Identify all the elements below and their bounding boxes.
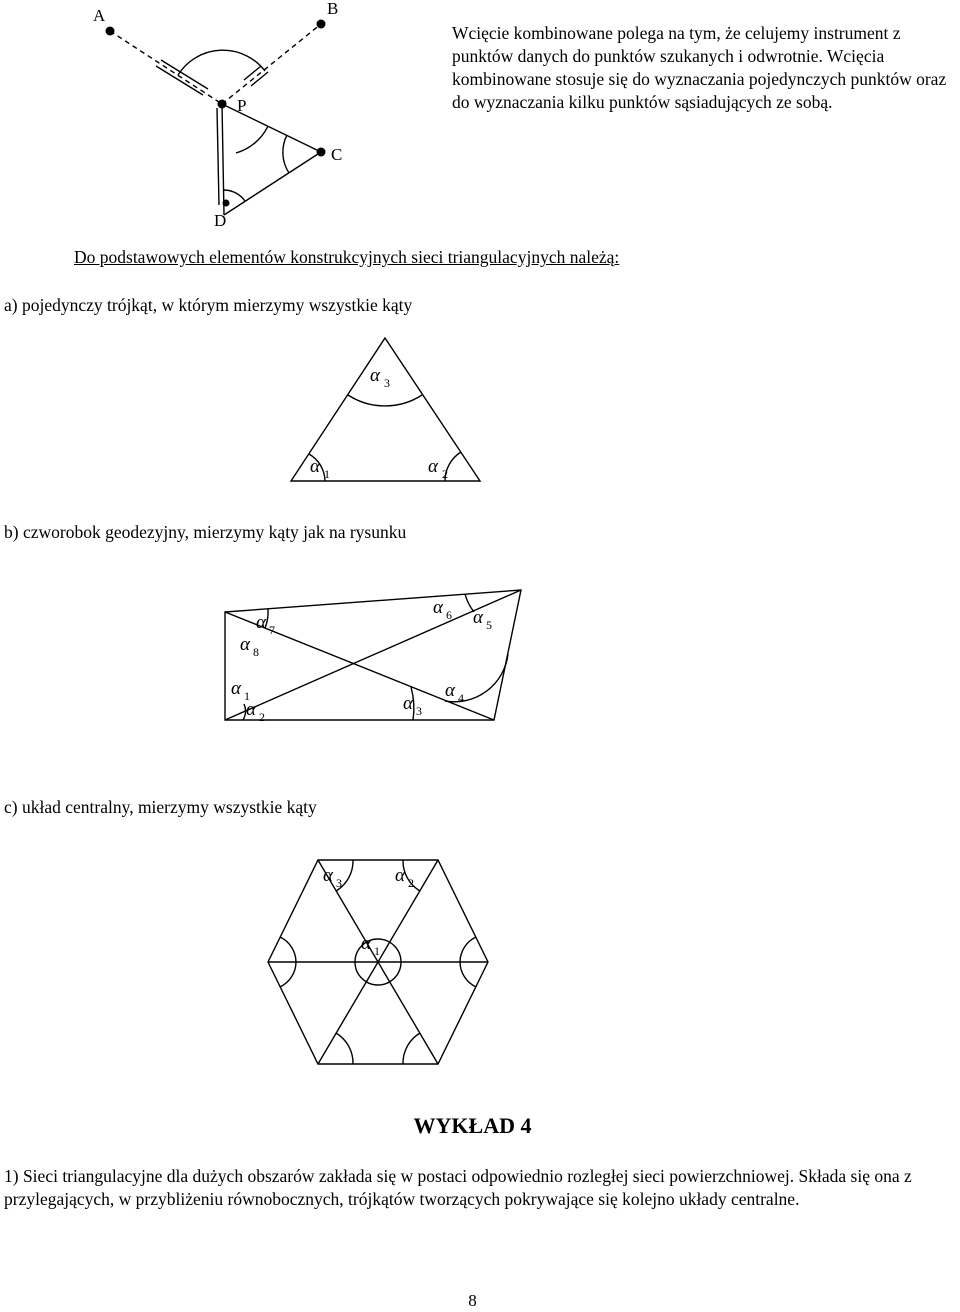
alpha-label: α $_3$ [370, 365, 390, 390]
alpha-label: α $_5$ [473, 607, 492, 632]
alpha-label: α $_3$ [403, 693, 422, 718]
alpha-label: α $_3$ [323, 865, 342, 890]
alpha-label: α $_1$ [231, 678, 250, 703]
angle-arc [403, 1033, 420, 1064]
alpha-label: α $_6$ [433, 597, 452, 622]
angle-arc [280, 962, 296, 987]
alpha-label: α $_2$ [246, 699, 265, 724]
angle-arc [460, 962, 476, 987]
alpha-label: α $_1$ [310, 456, 330, 481]
section-heading: Do podstawowych elementów konstrukcyjnych sieci triangulacyjnych należą: [74, 247, 620, 267]
angle-arc [336, 1033, 353, 1064]
item-b-text: b) czworobok geodezyjny, mierzymy kąty jak na rysunku [4, 522, 407, 542]
alpha-label: α $_1$ [361, 933, 380, 958]
point-a-label: A [93, 6, 106, 25]
point-d-label: D [214, 211, 227, 230]
alpha-label: α $_2$ [428, 456, 448, 481]
alpha-label: α $_8$ [240, 634, 259, 659]
alpha-label: α $_2$ [395, 865, 414, 890]
alpha-label: α $_7$ [256, 612, 275, 637]
point-b-label: B [327, 0, 339, 18]
point-p-label: P [237, 96, 247, 115]
angle-arc [280, 937, 296, 962]
intro-paragraph: Wcięcie kombinowane polega na tym, że celujemy instrument z punktów danych do punktów szukanych i odwrotnie. Wcięcia kombinowane stosuje się do wyznaczania pojedynczych punktów oraz do wyznaczania kilku punktów sąsiadujących ze sobą. [452, 23, 947, 112]
angle-arc [460, 937, 476, 962]
point-c-label: C [331, 145, 343, 164]
lecture-title: WYKŁAD 4 [413, 1113, 532, 1138]
alpha-label: α $_4$ [445, 680, 464, 705]
item-c-text: c) układ centralny, mierzymy wszystkie kąty [4, 797, 317, 817]
item-a-text: a) pojedynczy trójkąt, w którym mierzymy wszystkie kąty [4, 295, 413, 315]
page-number: 8 [468, 1291, 477, 1310]
body-paragraph: 1) Sieci triangulacyjne dla dużych obszarów zakłada się w postaci odpowiednio rozległej sieci powierzchniowej. Składa się ona z przylegających, w przybliżeniu równobocznych, trójkątów tworzących pokrywające się kolejno układy centralne. [4, 1166, 912, 1209]
